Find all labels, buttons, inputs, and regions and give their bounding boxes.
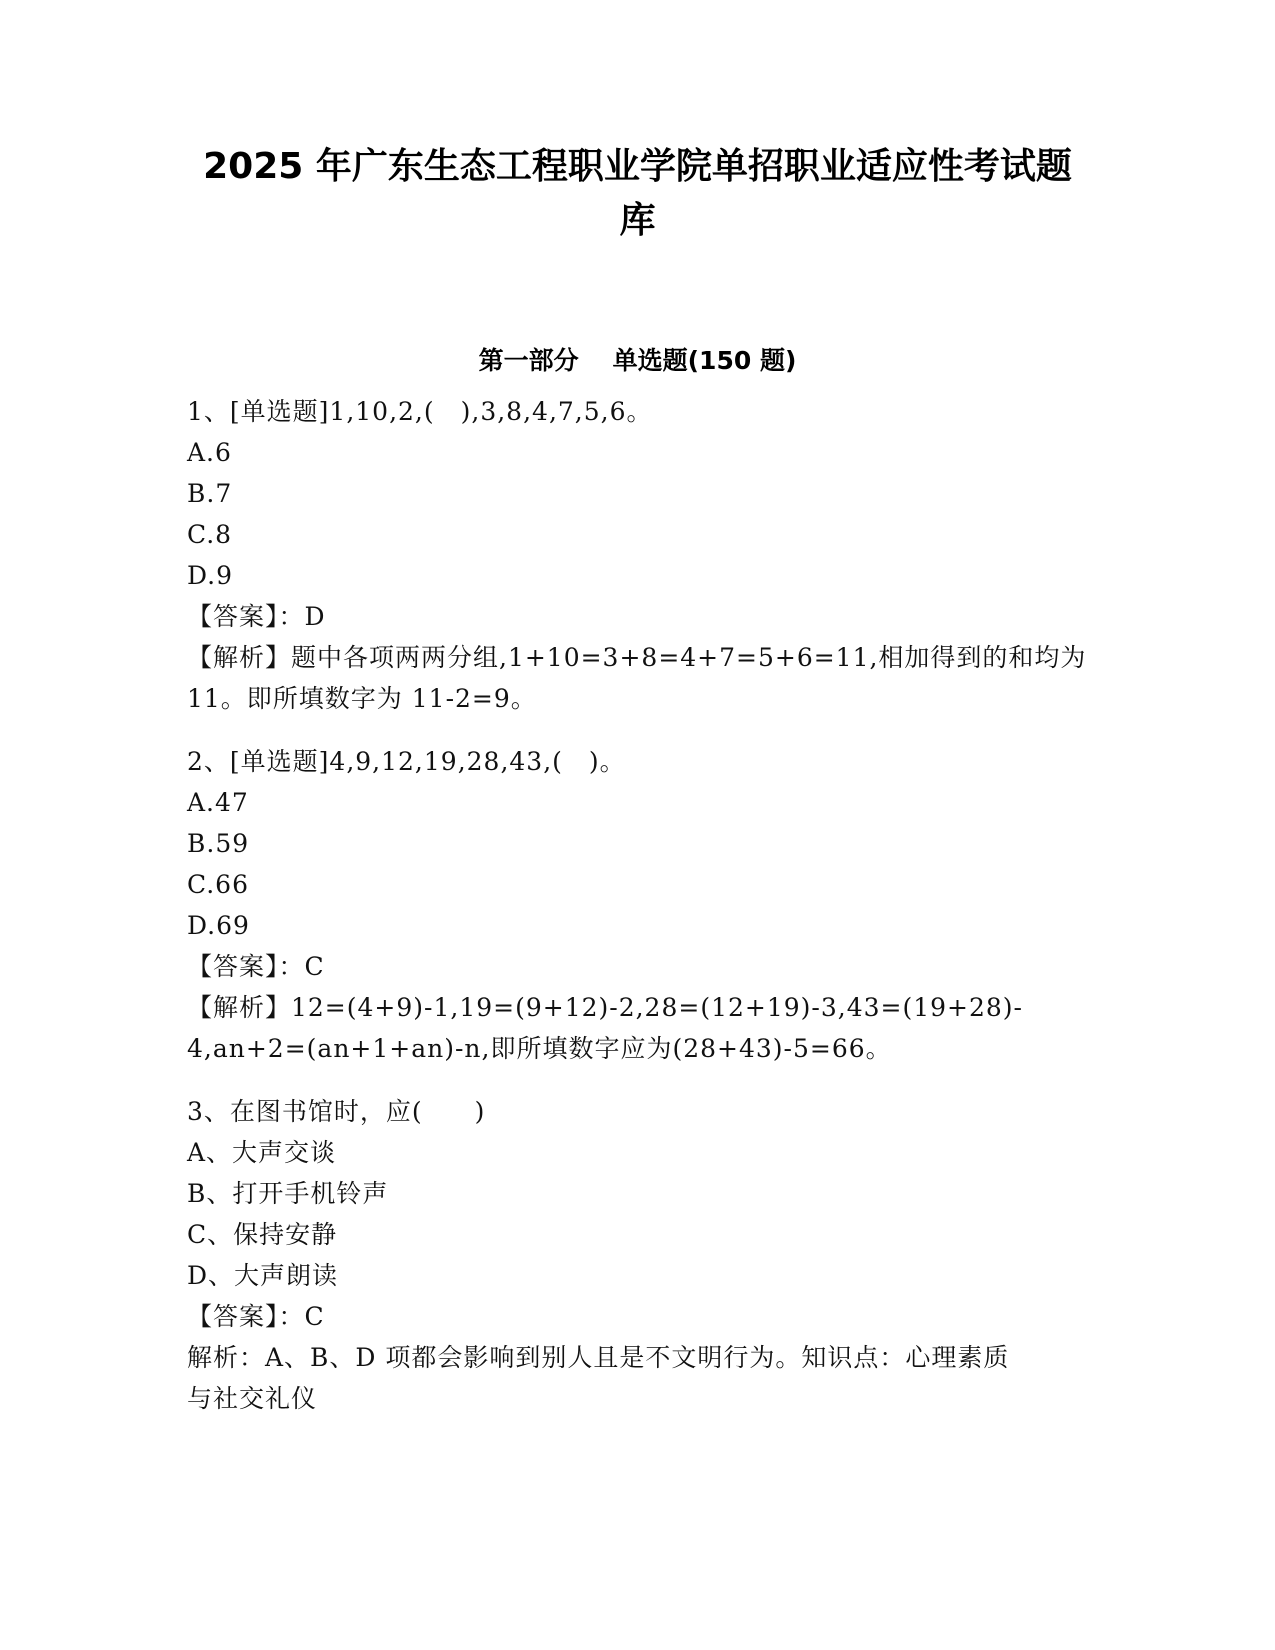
option-c: C.8 bbox=[187, 520, 233, 549]
section-part-label: 第一部分 bbox=[478, 346, 579, 375]
option-b: B.7 bbox=[187, 479, 233, 508]
analysis-line-1: 【解析】题中各项两两分组,1+10=3+8=4+7=5+6=11,相加得到的和均为 bbox=[187, 643, 1087, 672]
option-b: B、打开手机铃声 bbox=[187, 1179, 389, 1208]
analysis-line-2: 11。即所填数字为 11-2=9。 bbox=[187, 684, 537, 713]
analysis-line-2: 与社交礼仪 bbox=[187, 1384, 318, 1413]
analysis-line-1: 解析：A、B、D 项都会影响到别人且是不文明行为。知识点：心理素质 bbox=[187, 1343, 1010, 1372]
option-d: D.9 bbox=[187, 561, 234, 590]
analysis-line-2: 4,an+2=(an+1+an)-n,即所填数字应为(28+43)-5=66。 bbox=[187, 1034, 892, 1063]
answer-line: 【答案】：C bbox=[187, 952, 325, 981]
section-heading bbox=[0, 343, 1275, 379]
document-title-line-1: 2025 年广东生态工程职业学院单招职业适应性考试题 bbox=[203, 146, 1072, 187]
option-a: A、大声交谈 bbox=[187, 1138, 337, 1167]
option-a: A.47 bbox=[187, 788, 249, 817]
section-name-label: 单选题(150 题) bbox=[612, 346, 797, 375]
option-b: B.59 bbox=[187, 829, 250, 858]
question-stem: 3、在图书馆时，应( ) bbox=[187, 1097, 486, 1126]
answer-line: 【答案】：C bbox=[187, 1302, 325, 1331]
question-stem: 1、[单选题]1,10,2,( ),3,8,4,7,5,6。 bbox=[187, 397, 653, 426]
document-title-line-2: 库 bbox=[619, 200, 656, 241]
analysis-line-1: 【解析】12=(4+9)-1,19=(9+12)-2,28=(12+19)-3,43=(19+28)- bbox=[187, 993, 1023, 1022]
option-a: A.6 bbox=[187, 438, 232, 467]
question-stem: 2、[单选题]4,9,12,19,28,43,( )。 bbox=[187, 747, 626, 776]
option-d: D、大声朗读 bbox=[187, 1261, 339, 1290]
option-c: C、保持安静 bbox=[187, 1220, 338, 1249]
option-c: C.66 bbox=[187, 870, 249, 899]
option-d: D.69 bbox=[187, 911, 250, 940]
answer-line: 【答案】：D bbox=[187, 602, 326, 631]
